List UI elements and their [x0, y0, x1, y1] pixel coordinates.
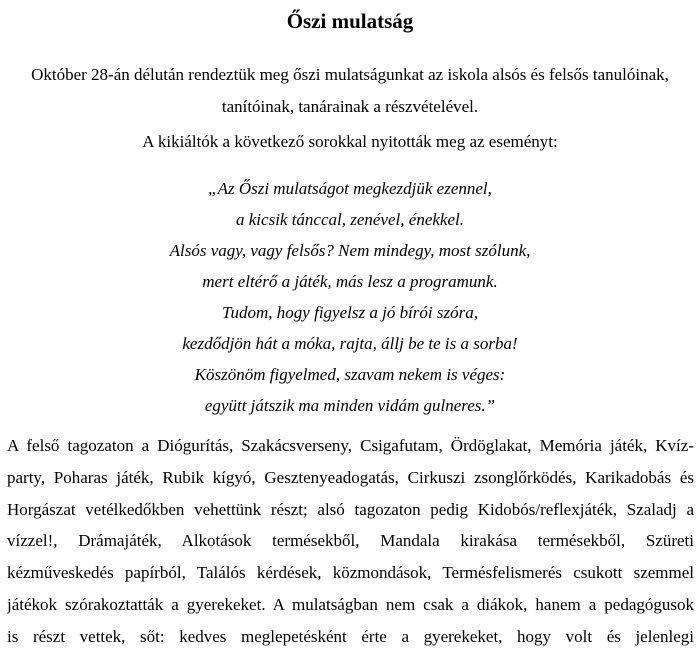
body-line: vízzel!, Drámajáték, Alkotások termésekből, Mandala kirakása termésekből, Szüreti — [7, 531, 694, 551]
poem-line: együtt játszik ma minden vidám gulneres.” — [204, 396, 496, 415]
intro-line: Október 28-án délután rendeztük meg őszi mulatságunkat az iskola alsós és felsős tanulóinak, — [31, 65, 669, 84]
body-line: party, Poharas játék, Rubik kígyó, Gesztenyeadogatás, Cirkuszi zsonglőrködés, Karikadobás és — [7, 467, 694, 487]
body-line: kézműveskedés papírból, Találós kérdések, közmondások, Termésfelismerés csukott szemmel — [7, 563, 694, 583]
body-line: is részt vettek, sőt: kedves meglepetésként érte a gyerekeket, hogy volt és jelenlegi — [7, 626, 694, 646]
article-title: Őszi mulatság — [286, 9, 414, 33]
intro-line: tanítóinak, tanárainak a részvételével. — [221, 97, 479, 116]
poem-line: „Az Őszi mulatságot megkezdjük ezennel, — [208, 179, 492, 198]
poem-line: kezdődjön hát a móka, rajta, állj be te is a sorba! — [182, 334, 518, 353]
poem-line: mert eltérő a játék, más lesz a programunk. — [202, 272, 498, 291]
poem-line: Tudom, hogy figyelsz a jó bírói szóra, — [222, 303, 478, 322]
lead-sentence: A kikiáltók a következő sorokkal nyitották meg az eseményt: — [142, 132, 558, 151]
poem-line: Köszönöm figyelmed, szavam nekem is véges: — [194, 365, 506, 384]
intro-paragraph — [10, 59, 690, 123]
body-line: játékok szórakoztatták a gyerekeket. A mulatságban nem csak a diákok, hanem a pedagógusok — [7, 594, 694, 614]
poem-line: a kicsik tánccal, zenével, énekkel. — [236, 210, 464, 229]
poem-line: Alsós vagy, vagy felsős? Nem mindegy, most szólunk, — [169, 241, 531, 260]
body-line: Horgászat vetélkedőkben vehettünk részt; alsó tagozaton pedig Kidobós/reflexjáték, Szaladj a — [7, 499, 694, 519]
body-line: A felső tagozaton a Diógurítás, Szakácsverseny, Csigafutam, Ördöglakat, Memória játék, Kvíz- — [7, 436, 694, 455]
poem — [0, 173, 700, 421]
body-paragraph — [7, 430, 694, 653]
